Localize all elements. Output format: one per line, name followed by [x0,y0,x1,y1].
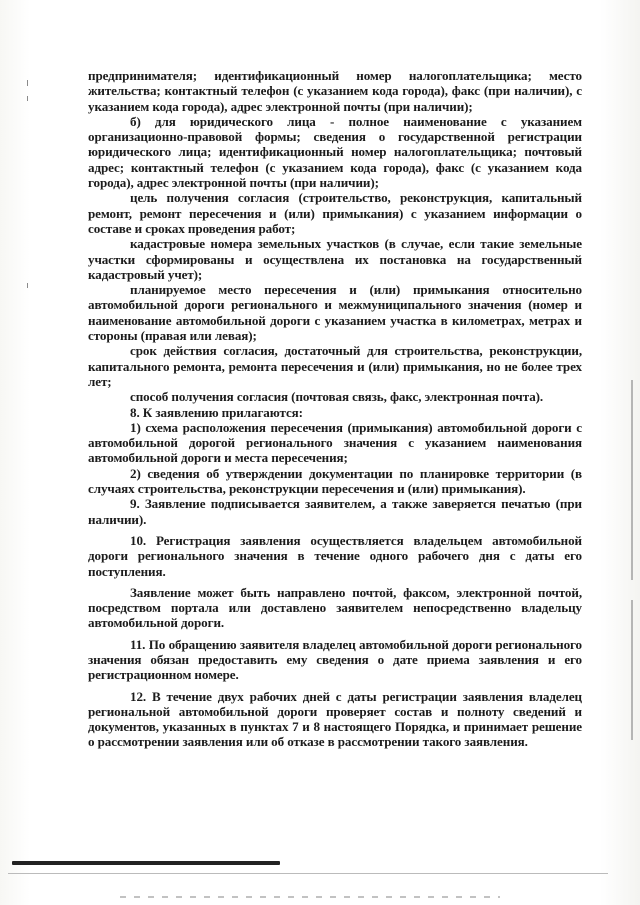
scan-edge [631,600,633,740]
paragraph: б) для юридического лица - полное наименование с указанием организационно-правовой формы; сведения о государственной регистрации юридического лица; идентификационный номер налогоплательщика; почтовый адрес; контактный телефон (с указанием кода города), факс (с указанием кода города), адрес электронной почты (при наличии); [88,113,582,191]
scan-edge [631,380,633,580]
paragraph: 11. По обращению заявителя владелец автомобильной дороги регионального значения обязан предоставить ему сведения о дате приема заявления и его регистрационном номере. [88,636,582,683]
list-item: 1) схема расположения пересечения (примыкания) автомобильной дороги с автомобильной дорогой регионального значения с указанием наименования автомобильной дороги и места пересечения; [88,419,582,466]
paragraph: Заявление может быть направлено почтой, факсом, электронной почтой, посредством портала или доставлено заявителем непосредственно владельцу автомобильной дороги. [88,584,582,631]
paragraph: кадастровые номера земельных участков (в случае, если такие земельные участки сформированы и осуществлена их постановка на государственный кадастровый учет); [88,236,582,282]
paragraph: срок действия согласия, достаточный для строительства, реконструкции, капитального ремонта, ремонта пересечения и (или) примыкания, но не более трех лет; [88,343,582,389]
section-heading: 8. К заявлению прилагаются: [130,404,303,420]
scan-mark [27,96,28,101]
paragraph: цель получения согласия (строительство, реконструкция, капитальный ремонт, ремонт пересечения и (или) примыкания) с указанием информации о составе и сроках проведения работ; [88,190,582,236]
scan-mark [27,283,28,288]
footer-line [8,873,608,874]
list-item: 2) сведения об утверждении документации по планировке территории (в случаях строительства, реконструкции пересечения и (или) примыкания). [88,465,582,497]
paragraph: 9. Заявление подписывается заявителем, а также заверяется печатью (при наличии). [88,496,582,527]
paragraph: способ получения согласия (почтовая связь, факс, электронная почта). [130,389,544,405]
footer-rule [12,861,280,865]
paragraph: 12. В течение двух рабочих дней с даты регистрации заявления владелец региональной автомобильной дороги проверяет состав и полноту сведений и документов, указанных в пунктах 7 и 8 настоящего Порядка, и принимает решение о рассмотрении заявления или об отказе в рассмотрении такого заявления. [88,688,582,750]
paragraph: 10. Регистрация заявления осуществляется владельцем автомобильной дороги регионального значения в течение одного рабочего дня с даты его поступления. [88,532,582,579]
scan-noise [120,896,500,898]
paragraph: предпринимателя; идентификационный номер налогоплательщика; место жительства; контактный телефон (с указанием кода города), факс (при наличии), с указанием кода города), адрес электронной почты (при наличии); [88,68,582,114]
document-body [88,68,582,750]
paragraph: планируемое место пересечения и (или) примыкания относительно автомобильной дороги регионального и межмуниципального значения (номер и наименование автомобильной дороги с указанием участка в километрах, метрах и стороны (правая или левая); [88,282,582,344]
scan-mark [27,80,28,86]
